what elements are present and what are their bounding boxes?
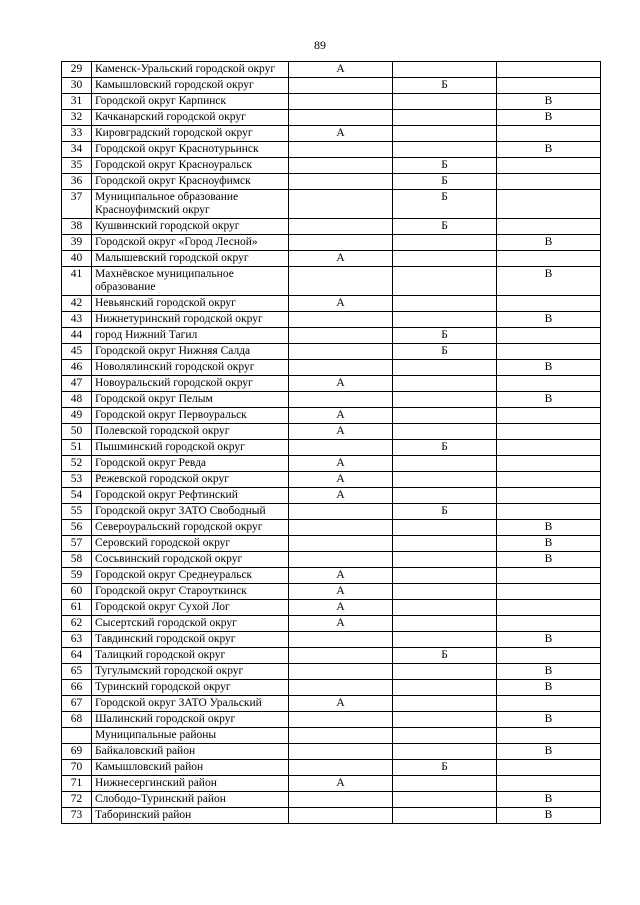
category-b-cell [393,664,497,680]
category-a-cell [289,440,393,456]
category-v-cell: В [497,808,601,824]
category-a-cell: А [289,251,393,267]
row-name: Муниципальное образование Красноуфимский округ [92,190,289,219]
category-b-cell [393,696,497,712]
category-v-cell [497,376,601,392]
category-b-cell: Б [393,78,497,94]
category-b-cell [393,126,497,142]
table-row [62,712,601,728]
table-row [62,696,601,712]
row-number: 67 [62,696,92,712]
category-b-cell [393,408,497,424]
row-name: Городской округ Рефтинский [92,488,289,504]
category-v-cell [497,696,601,712]
category-a-cell: А [289,296,393,312]
category-b-cell [393,312,497,328]
category-a-cell [289,712,393,728]
category-b-cell: Б [393,174,497,190]
row-name: Сосьвинский городской округ [92,552,289,568]
category-v-cell [497,78,601,94]
table-row [62,296,601,312]
category-v-cell: В [497,267,601,296]
category-a-cell [289,235,393,251]
category-v-cell [497,648,601,664]
row-number: 29 [62,62,92,78]
page-number: 89 [314,38,326,52]
category-b-cell: Б [393,158,497,174]
row-number: 58 [62,552,92,568]
category-a-cell: А [289,696,393,712]
row-number: 53 [62,472,92,488]
category-b-cell: Б [393,504,497,520]
row-name: Махнёвское муниципальное образование [92,267,289,296]
table-row [62,552,601,568]
category-v-cell [497,62,601,78]
category-v-cell [497,776,601,792]
category-v-cell [497,472,601,488]
row-name: Байкаловский район [92,744,289,760]
category-b-cell [393,392,497,408]
category-b-cell [393,424,497,440]
category-b-cell [393,62,497,78]
category-b-cell [393,142,497,158]
row-name: Североуральский городской округ [92,520,289,536]
category-a-cell: А [289,616,393,632]
category-a-cell [289,158,393,174]
table-row [62,440,601,456]
row-name: Городской округ Красноуфимск [92,174,289,190]
category-b-cell [393,728,497,744]
row-name: Малышевский городской округ [92,251,289,267]
category-v-cell [497,328,601,344]
row-name: Шалинский городской округ [92,712,289,728]
category-a-cell [289,664,393,680]
row-name: Городской округ Краснотурьинск [92,142,289,158]
table-row [62,360,601,376]
row-number: 34 [62,142,92,158]
category-v-cell [497,456,601,472]
row-number: 63 [62,632,92,648]
row-number: 48 [62,392,92,408]
category-b-cell [393,808,497,824]
category-b-cell [393,296,497,312]
table-row [62,312,601,328]
category-b-cell: Б [393,219,497,235]
category-a-cell [289,552,393,568]
row-number: 46 [62,360,92,376]
table-row [62,472,601,488]
row-name: Городской округ «Город Лесной» [92,235,289,251]
table-row [62,648,601,664]
row-number: 54 [62,488,92,504]
table-row [62,190,601,219]
category-b-cell: Б [393,440,497,456]
row-name: Нижнесергинский район [92,776,289,792]
row-name: Городской округ Сухой Лог [92,600,289,616]
row-number: 69 [62,744,92,760]
category-a-cell: А [289,776,393,792]
row-name: Каменск-Уральский городской округ [92,62,289,78]
category-a-cell [289,680,393,696]
row-number: 43 [62,312,92,328]
table-row [62,408,601,424]
category-b-cell [393,712,497,728]
category-a-cell [289,392,393,408]
row-name: Кушвинский городской округ [92,219,289,235]
category-v-cell [497,158,601,174]
category-a-cell [289,648,393,664]
category-b-cell: Б [393,648,497,664]
category-a-cell [289,760,393,776]
table-row [62,174,601,190]
category-v-cell: В [497,392,601,408]
row-name: Городской округ Ревда [92,456,289,472]
category-a-cell [289,174,393,190]
table-row [62,792,601,808]
row-name: Пышминский городской округ [92,440,289,456]
category-a-cell [289,267,393,296]
category-v-cell: В [497,680,601,696]
row-name: Новолялинский городской округ [92,360,289,376]
table-row [62,328,601,344]
row-name: Нижнетуринский городской округ [92,312,289,328]
category-v-cell: В [497,552,601,568]
table-row [62,760,601,776]
table-row [62,616,601,632]
category-a-cell: А [289,408,393,424]
category-a-cell [289,94,393,110]
table-row [62,488,601,504]
table-row [62,776,601,792]
category-v-cell: В [497,235,601,251]
category-v-cell [497,504,601,520]
row-number: 36 [62,174,92,190]
row-name: Таборинский район [92,808,289,824]
category-v-cell [497,296,601,312]
row-number: 51 [62,440,92,456]
category-b-cell [393,360,497,376]
table-row [62,267,601,296]
table-row [62,456,601,472]
category-a-cell: А [289,568,393,584]
table-row [62,808,601,824]
table-row [62,680,601,696]
category-v-cell: В [497,110,601,126]
table-row [62,600,601,616]
table-row [62,664,601,680]
table-row [62,520,601,536]
category-v-cell [497,219,601,235]
municipalities-table [61,61,601,824]
category-a-cell: А [289,472,393,488]
category-a-cell: А [289,376,393,392]
table-row [62,78,601,94]
category-v-cell [497,616,601,632]
table-row [62,126,601,142]
category-a-cell [289,142,393,158]
row-number: 37 [62,190,92,219]
row-number: 57 [62,536,92,552]
row-number: 44 [62,328,92,344]
row-name: Камышловский городской округ [92,78,289,94]
row-name: Новоуральский городской округ [92,376,289,392]
category-b-cell [393,792,497,808]
row-name: Городской округ Пелым [92,392,289,408]
category-b-cell [393,584,497,600]
category-b-cell [393,488,497,504]
row-number: 35 [62,158,92,174]
category-b-cell [393,632,497,648]
category-b-cell [393,600,497,616]
category-v-cell: В [497,312,601,328]
category-v-cell: В [497,142,601,158]
category-v-cell [497,251,601,267]
row-name: Камышловский район [92,760,289,776]
row-name: Городской округ Первоуральск [92,408,289,424]
row-number: 73 [62,808,92,824]
category-v-cell [497,728,601,744]
table-row [62,536,601,552]
category-v-cell: В [497,536,601,552]
category-a-cell [289,312,393,328]
category-v-cell: В [497,744,601,760]
row-number: 47 [62,376,92,392]
row-number: 66 [62,680,92,696]
table-row [62,94,601,110]
category-a-cell [289,520,393,536]
row-name: Режевской городской округ [92,472,289,488]
table-row [62,62,601,78]
table-row [62,744,601,760]
row-number: 50 [62,424,92,440]
row-name: город Нижний Тагил [92,328,289,344]
category-b-cell [393,94,497,110]
row-number: 40 [62,251,92,267]
category-v-cell [497,760,601,776]
table-row [62,219,601,235]
category-b-cell [393,520,497,536]
category-v-cell: В [497,632,601,648]
row-name: Сысертский городской округ [92,616,289,632]
table-row [62,251,601,267]
category-v-cell: В [497,360,601,376]
category-a-cell [289,632,393,648]
row-name: Невьянский городской округ [92,296,289,312]
category-v-cell: В [497,792,601,808]
category-b-cell [393,267,497,296]
category-a-cell: А [289,488,393,504]
category-b-cell [393,616,497,632]
category-a-cell [289,190,393,219]
row-number: 39 [62,235,92,251]
row-number: 68 [62,712,92,728]
category-a-cell [289,78,393,94]
row-name: Городской округ Староуткинск [92,584,289,600]
row-name: Тавдинский городской округ [92,632,289,648]
row-number: 38 [62,219,92,235]
table-body [62,62,601,824]
row-number: 56 [62,520,92,536]
row-number: 33 [62,126,92,142]
category-v-cell: В [497,94,601,110]
category-a-cell [289,360,393,376]
category-b-cell: Б [393,190,497,219]
row-number: 72 [62,792,92,808]
row-number: 41 [62,267,92,296]
category-v-cell [497,488,601,504]
table-row [62,344,601,360]
row-number: 60 [62,584,92,600]
category-v-cell [497,600,601,616]
category-a-cell: А [289,600,393,616]
category-b-cell [393,456,497,472]
category-a-cell [289,808,393,824]
row-number: 42 [62,296,92,312]
category-b-cell: Б [393,760,497,776]
category-b-cell [393,472,497,488]
category-b-cell: Б [393,328,497,344]
row-name: Городской округ Карпинск [92,94,289,110]
category-v-cell [497,126,601,142]
category-v-cell [497,174,601,190]
row-name: Слободо-Туринский район [92,792,289,808]
row-number: 32 [62,110,92,126]
category-a-cell [289,536,393,552]
table-row [62,110,601,126]
table-row [62,158,601,174]
section-row [62,728,601,744]
category-b-cell [393,235,497,251]
category-b-cell: Б [393,344,497,360]
row-number: 64 [62,648,92,664]
row-name: Серовский городской округ [92,536,289,552]
category-b-cell [393,536,497,552]
category-v-cell [497,568,601,584]
row-name: Городской округ ЗАТО Уральский [92,696,289,712]
row-name: Городской округ Красноуральск [92,158,289,174]
category-v-cell [497,408,601,424]
row-number: 62 [62,616,92,632]
row-name: Туринский городской округ [92,680,289,696]
row-name: Муниципальные районы [92,728,289,744]
category-v-cell [497,190,601,219]
row-name: Качканарский городской округ [92,110,289,126]
row-number: 55 [62,504,92,520]
table-row [62,584,601,600]
row-name: Городской округ ЗАТО Свободный [92,504,289,520]
row-name: Талицкий городской округ [92,648,289,664]
row-name: Городской округ Нижняя Салда [92,344,289,360]
category-a-cell [289,110,393,126]
category-b-cell [393,568,497,584]
row-number: 52 [62,456,92,472]
category-b-cell [393,680,497,696]
row-number: 71 [62,776,92,792]
category-b-cell [393,376,497,392]
category-a-cell: А [289,456,393,472]
row-number [62,728,92,744]
category-a-cell: А [289,424,393,440]
category-b-cell [393,776,497,792]
row-number: 70 [62,760,92,776]
row-name: Тугулымский городской округ [92,664,289,680]
category-a-cell [289,792,393,808]
table-row [62,142,601,158]
table-row [62,632,601,648]
category-a-cell [289,504,393,520]
category-a-cell [289,344,393,360]
table-row [62,424,601,440]
category-a-cell [289,728,393,744]
category-a-cell [289,744,393,760]
category-v-cell [497,424,601,440]
row-number: 59 [62,568,92,584]
category-b-cell [393,110,497,126]
row-name: Полевской городской округ [92,424,289,440]
row-name: Кировградский городской округ [92,126,289,142]
category-b-cell [393,744,497,760]
table-row [62,235,601,251]
row-number: 31 [62,94,92,110]
category-v-cell [497,344,601,360]
table-row [62,568,601,584]
row-number: 61 [62,600,92,616]
category-v-cell: В [497,520,601,536]
category-b-cell [393,251,497,267]
category-a-cell [289,328,393,344]
row-number: 30 [62,78,92,94]
category-a-cell [289,219,393,235]
table-row [62,504,601,520]
category-b-cell [393,552,497,568]
category-v-cell: В [497,664,601,680]
category-v-cell [497,440,601,456]
category-a-cell: А [289,126,393,142]
table-row [62,376,601,392]
row-name: Городской округ Среднеуральск [92,568,289,584]
table-row [62,392,601,408]
category-a-cell: А [289,584,393,600]
row-number: 49 [62,408,92,424]
category-v-cell: В [497,712,601,728]
category-a-cell: А [289,62,393,78]
row-number: 65 [62,664,92,680]
row-number: 45 [62,344,92,360]
category-v-cell [497,584,601,600]
